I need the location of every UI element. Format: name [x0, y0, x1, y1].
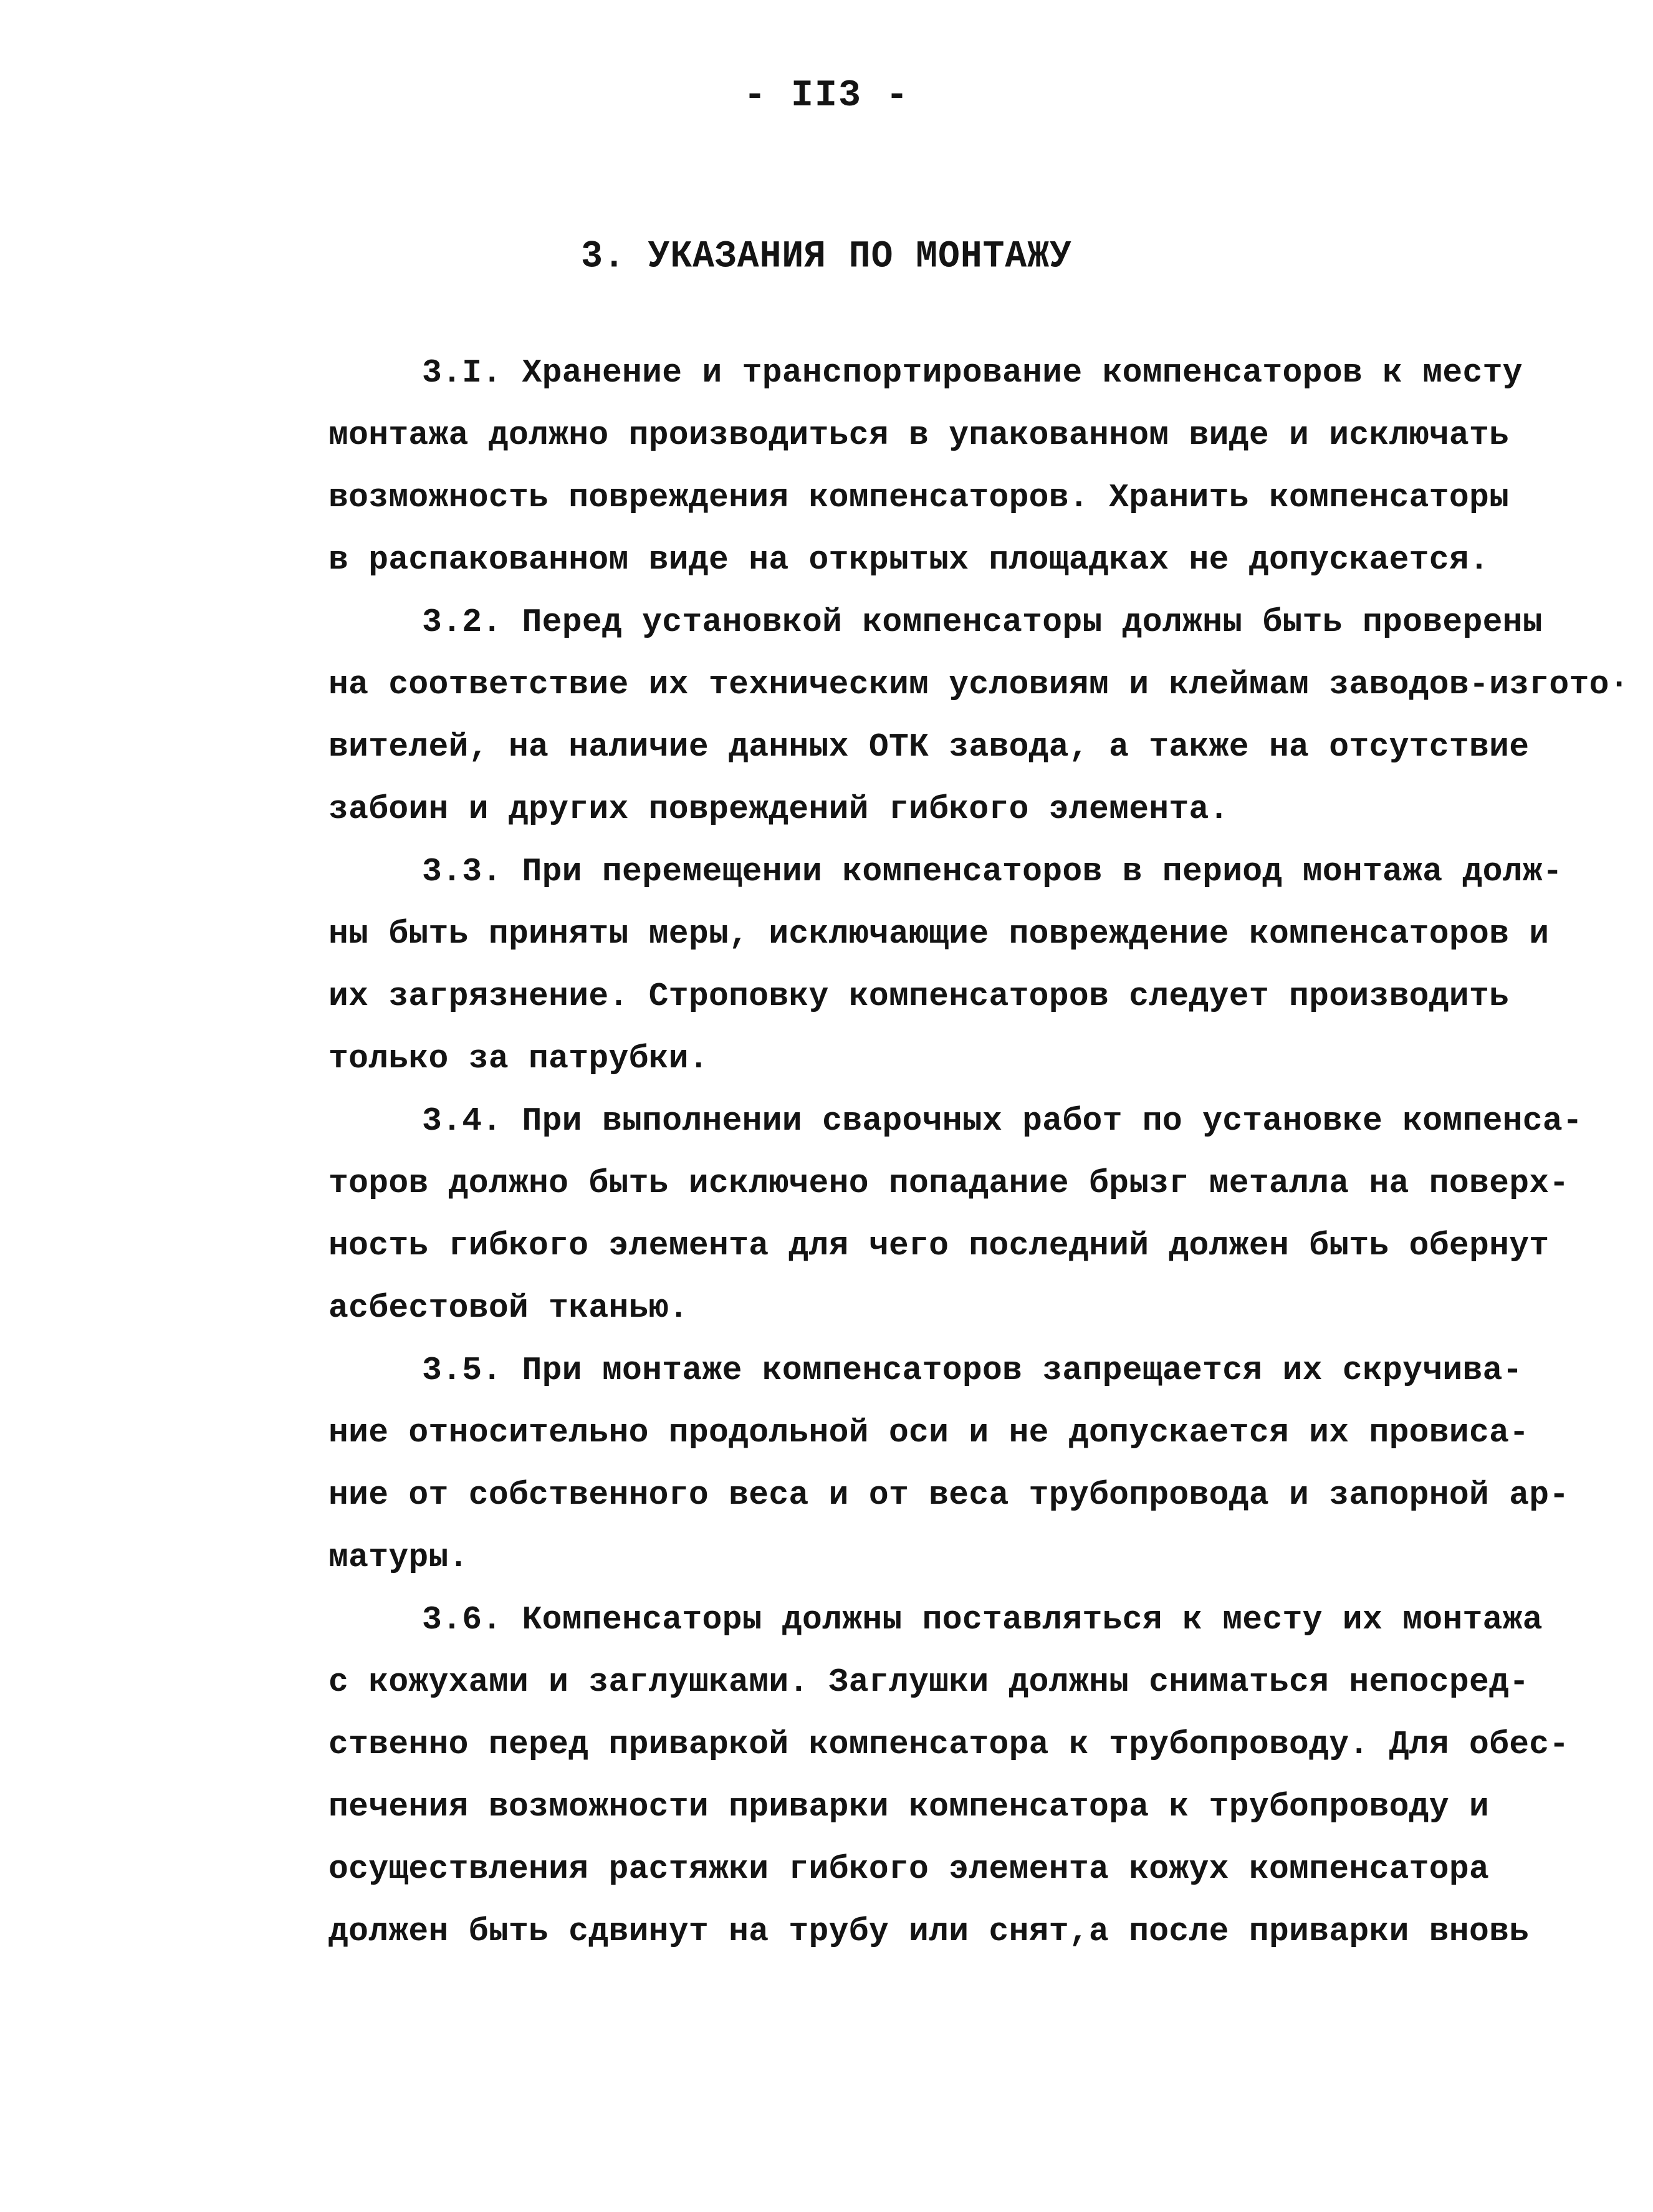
- paragraph-first-line: 3.2. Перед установкой компенсаторы должны быть проверены: [422, 603, 1543, 641]
- text-line: ность гибкого элемента для чего последний должен быть обернут: [328, 1227, 1550, 1264]
- text-line: ственно перед приваркой компенсатора к трубопроводу. Для обес-: [328, 1726, 1569, 1763]
- text-line: печения возможности приварки компенсатора к трубопроводу и: [328, 1788, 1490, 1825]
- page-number: - II3 -: [743, 75, 910, 117]
- body-text: [328, 342, 1629, 1963]
- text-line: асбестовой тканью.: [328, 1289, 689, 1327]
- paragraph-first-line: 3.6. Компенсаторы должны поставляться к месту их монтажа: [422, 1601, 1543, 1638]
- paragraph-first-line: 3.I. Хранение и транспортирование компенсаторов к месту: [422, 354, 1523, 392]
- text-line: ние от собственного веса и от веса трубопровода и запорной ар-: [328, 1476, 1569, 1514]
- text-line: их загрязнение. Строповку компенсаторов следует производить: [328, 978, 1510, 1015]
- paragraph-first-line: 3.4. При выполнении сварочных работ по установке компенса-: [422, 1102, 1583, 1140]
- text-line: забоин и других повреждений гибкого элемента.: [328, 791, 1229, 828]
- text-line: монтажа должно производиться в упакованном виде и исключать: [328, 416, 1510, 454]
- section-title: 3. УКАЗАНИЯ ПО МОНТАЖУ: [581, 236, 1072, 279]
- text-line: торов должно быть исключено попадание брызг металла на поверх-: [328, 1165, 1569, 1202]
- text-line: ны быть приняты меры, исключающие повреждение компенсаторов и: [328, 915, 1550, 953]
- paragraph-first-line: 3.3. При перемещении компенсаторов в период монтажа долж-: [422, 853, 1563, 890]
- text-line: должен быть сдвинут на трубу или снят,а после приварки вновь: [328, 1913, 1530, 1950]
- text-line: на соответствие их техническим условиям и клеймам заводов-изгото·: [328, 666, 1629, 703]
- text-line: с кожухами и заглушками. Заглушки должны сниматься непосред-: [328, 1663, 1530, 1701]
- text-line: возможность повреждения компенсаторов. Хранить компенсаторы: [328, 479, 1510, 516]
- text-line: вителей, на наличие данных ОТК завода, а также на отсутствие: [328, 728, 1530, 766]
- text-line: ние относительно продольной оси и не допускается их провиса-: [328, 1414, 1530, 1451]
- paragraph-first-line: 3.5. При монтаже компенсаторов запрещается их скручива-: [422, 1352, 1523, 1389]
- text-line: матуры.: [328, 1539, 469, 1576]
- text-line: только за патрубки.: [328, 1040, 709, 1077]
- text-line: осуществления растяжки гибкого элемента кожух компенсатора: [328, 1850, 1490, 1888]
- text-line: в распакованном виде на открытых площадках не допускается.: [328, 541, 1490, 579]
